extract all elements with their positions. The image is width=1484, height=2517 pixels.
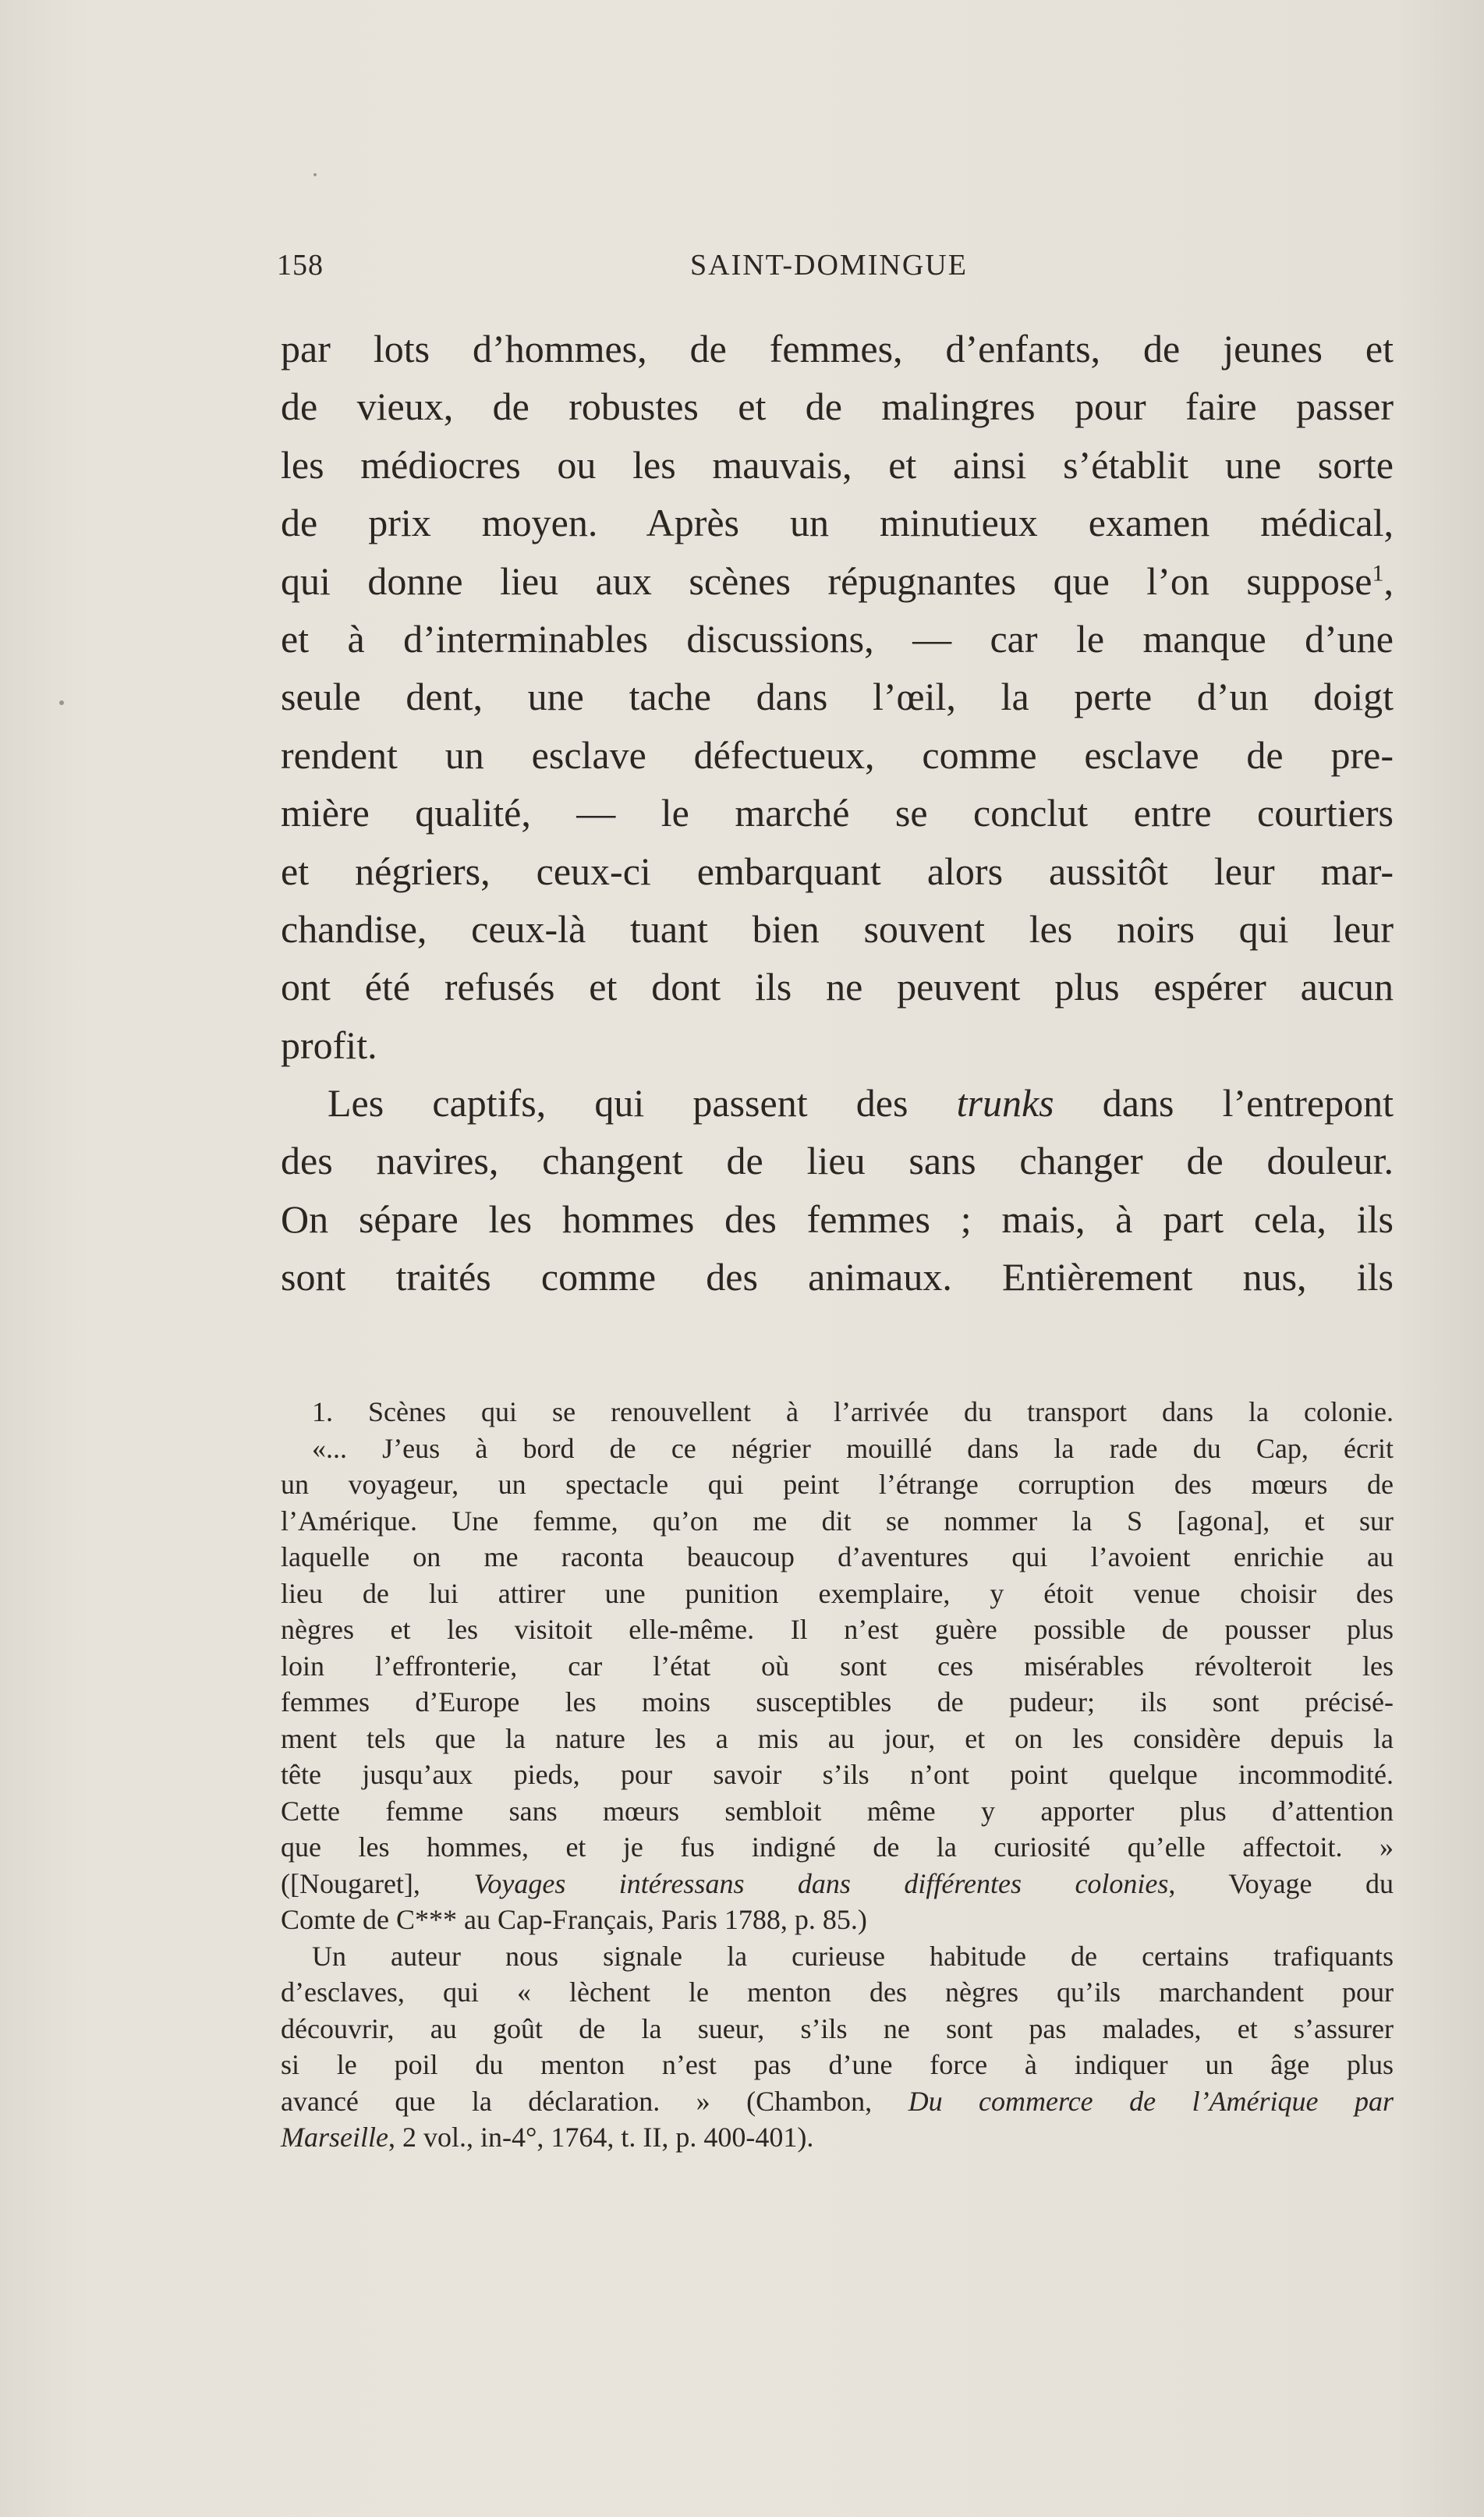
footnote-line: Cette femme sans mœurs sembloit même y apporter plus d’attention <box>281 1795 1394 1827</box>
paragraph-start-line <box>281 1074 1394 1132</box>
text-line: les médiocres ou les mauvais, et ainsi s’établit une sorte <box>281 442 1394 487</box>
text-segment: dans l’entrepont <box>1054 1081 1394 1126</box>
footnote-marker: 1 <box>1372 559 1384 586</box>
footnote-line: nègres et les visitoit elle-même. Il n’est guère possible de pousser plus <box>281 1614 1394 1645</box>
footnote-citation-line <box>281 1866 1394 1902</box>
footnote-line: découvrir, au goût de la sueur, s’ils ne sont pas malades, et s’assurer <box>281 2012 1394 2044</box>
paper-speck <box>313 173 317 176</box>
text-segment: , <box>1383 558 1394 603</box>
text-line: chandise, ceux-là tuant bien souvent les noirs qui leur <box>281 906 1394 951</box>
text-line: de prix moyen. Après un minutieux examen médical, <box>281 501 1394 545</box>
footnote-line: lieu de lui attirer une punition exemplaire, y étoit venue choisir des <box>281 1577 1394 1609</box>
text-line: ont été refusés et dont ils ne peuvent plus espérer aucun <box>281 965 1394 1009</box>
footnote-line: que les hommes, et je fus indigné de la curiosité qu’elle affectoit. » <box>281 1831 1394 1863</box>
text-segment: avancé que la déclaration. » (Chambon, <box>281 2085 908 2117</box>
italic-title: Voyages intéressans dans différentes colonies <box>473 1867 1169 1899</box>
footnote-line: femmes d’Europe les moins susceptibles de pudeur; ils sont précisé- <box>281 1686 1394 1718</box>
main-text <box>281 320 1394 1306</box>
footnote-citation-line <box>281 2083 1394 2120</box>
footnote-line: tête jusqu’aux pieds, pour savoir s’ils n’ont point quelque incommodité. <box>281 1759 1394 1790</box>
text-line-with-footnote <box>281 552 1394 610</box>
footnote-line: «... J’eus à bord de ce négrier mouillé dans la rade du Cap, écrit <box>312 1432 1394 1464</box>
footnote-line: l’Amérique. Une femme, qu’on me dit se nommer la S [agona], et sur <box>281 1505 1394 1537</box>
text-segment: , Voyage du <box>1168 1867 1394 1899</box>
text-line: et négriers, ceux-ci embarquant alors aussitôt leur mar- <box>281 849 1394 893</box>
footnote-line: Un auteur nous signale la curieuse habitude de certains trafiquants <box>312 1940 1394 1972</box>
running-header <box>277 248 1394 295</box>
footnote-line: un voyageur, un spectacle qui peint l’étrange corruption des mœurs de <box>281 1469 1394 1500</box>
page-number: 158 <box>277 249 324 282</box>
text-line: et à d’interminables discussions, — car le manque d’une <box>281 616 1394 661</box>
text-line: sont traités comme des animaux. Entièrement nus, ils <box>281 1255 1394 1299</box>
text-line: profit. <box>281 1023 377 1067</box>
footnote-line: laquelle on me raconta beaucoup d’aventures qui l’avoient enrichie au <box>281 1541 1394 1572</box>
text-segment: ([Nougaret], <box>281 1867 474 1899</box>
italic-place: Marseille <box>281 2122 388 2153</box>
text-line: seule dent, une tache dans l’œil, la perte d’un doigt <box>281 675 1394 719</box>
footnote-line: loin l’effronterie, car l’état où sont ces misérables révolteroit les <box>281 1650 1394 1682</box>
footnote-line: d’esclaves, qui « lèchent le menton des nègres qu’ils marchandent pour <box>281 1976 1394 2008</box>
text-line: rendent un esclave défectueux, comme esclave de pre- <box>281 732 1394 777</box>
footnote-citation-line <box>281 2119 1394 2156</box>
footnote-line: ment tels que la nature les a mis au jour, et on les considère depuis la <box>281 1722 1394 1754</box>
text-line: mière qualité, — le marché se conclut entre courtiers <box>281 791 1394 835</box>
italic-term: trunks <box>956 1081 1054 1126</box>
italic-title: Du commerce de l’Amérique par <box>908 2085 1394 2117</box>
text-line: de vieux, de robustes et de malingres pour faire passer <box>281 385 1394 429</box>
text-line: des navires, changent de lieu sans changer de douleur. <box>281 1139 1394 1183</box>
text-segment: qui donne lieu aux scènes répugnantes que l’on suppose <box>281 558 1372 603</box>
footnote-line: Comte de C*** au Cap-Français, Paris 1788, p. 85.) <box>281 1904 867 1935</box>
text-segment: , 2 vol., in-4°, 1764, t. II, p. 400-401). <box>388 2122 814 2153</box>
text-segment: Les captifs, qui passent des <box>328 1081 957 1126</box>
footnote-line: 1. Scènes qui se renouvellent à l’arrivée du transport dans la colonie. <box>312 1396 1394 1427</box>
footnote-line: si le poil du menton n’est pas d’une force à indiquer un âge plus <box>281 2049 1394 2080</box>
footnotes <box>281 1394 1394 2156</box>
running-title: SAINT-DOMINGUE <box>690 249 968 282</box>
paper-speck <box>59 700 64 705</box>
text-line: par lots d’hommes, de femmes, d’enfants, de jeunes et <box>281 327 1394 370</box>
text-line: On sépare les hommes des femmes ; mais, à part cela, ils <box>281 1196 1394 1241</box>
